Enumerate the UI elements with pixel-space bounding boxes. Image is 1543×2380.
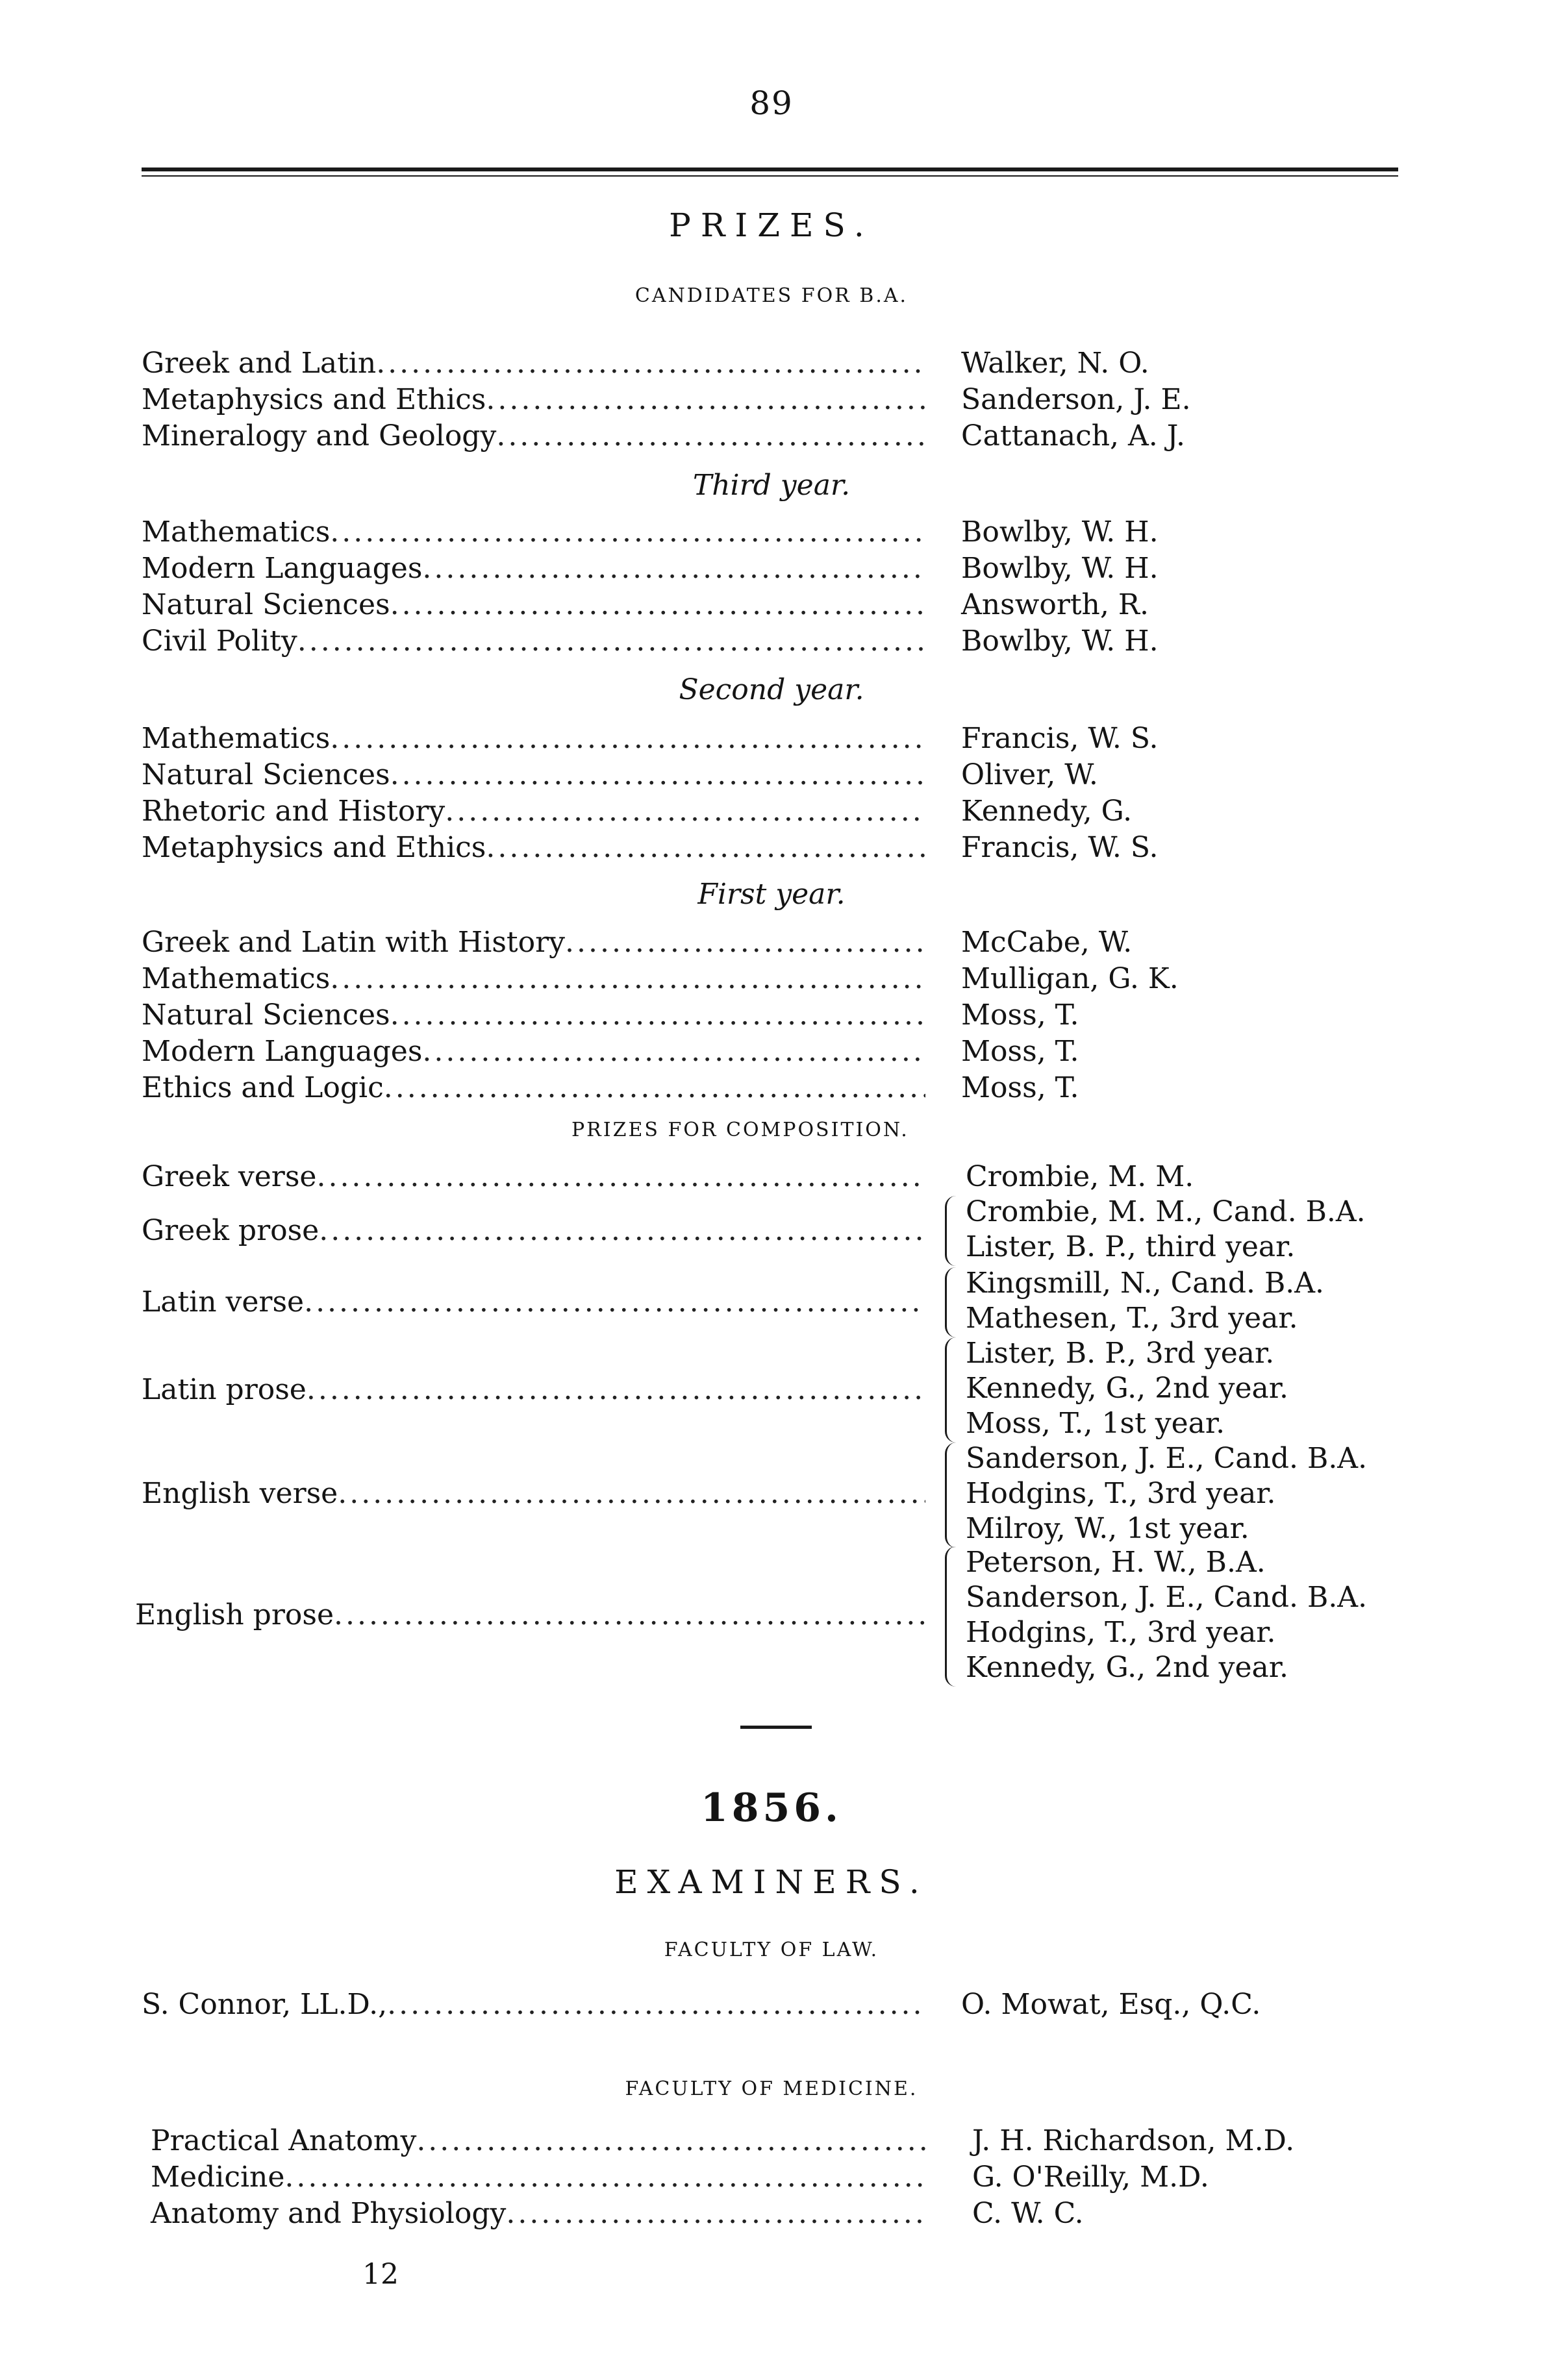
prize-winner: Crombie, M. M. <box>966 1160 1194 1193</box>
third-year-row <box>142 623 925 660</box>
subject-label: Modern Languages <box>142 552 423 585</box>
section-divider <box>740 1726 812 1729</box>
leader-dots <box>376 345 925 382</box>
leader-dots <box>307 1372 925 1408</box>
leader-dots <box>330 721 925 757</box>
leader-dots <box>416 2123 925 2159</box>
subject-label: Greek prose <box>142 1214 320 1247</box>
first-year-row <box>142 1070 925 1106</box>
subject-label: Natural Sciences <box>142 998 390 1032</box>
latin-verse-row <box>142 1284 925 1320</box>
subject-label: Anatomy and Physiology <box>151 2197 507 2230</box>
prize-winner: Bowlby, W. H. <box>961 625 1159 658</box>
greek-prose-row <box>142 1213 925 1249</box>
subject-label: Natural Sciences <box>142 588 390 621</box>
leader-dots <box>486 382 925 418</box>
ba-title: CANDIDATES FOR B.A. <box>634 284 909 307</box>
prize-winner: Cattanach, A. J. <box>961 419 1185 452</box>
leader-dots <box>334 1597 925 1633</box>
prize-winner: Mulligan, G. K. <box>961 962 1179 995</box>
leader-dots <box>319 1213 925 1249</box>
second-year-row <box>142 830 925 866</box>
leader-dots <box>496 418 925 454</box>
subject-label: Modern Languages <box>142 1035 423 1068</box>
third-year-row <box>142 551 925 587</box>
subject-label: Rhetoric and History <box>142 795 445 828</box>
leader-dots <box>330 514 925 551</box>
ba-row <box>142 382 925 418</box>
leader-dots <box>390 587 925 623</box>
leader-dots <box>506 2196 925 2232</box>
examiners-title: EXAMINERS. <box>614 1863 929 1901</box>
brace-bracket <box>945 1267 956 1337</box>
prize-winner: Oliver, W. <box>961 758 1098 791</box>
subject-label: Latin prose <box>142 1373 307 1406</box>
examiner-name: J. H. Richardson, M.D. <box>972 2124 1295 2157</box>
subject-label: English verse <box>142 1477 338 1510</box>
first-year-row <box>142 997 925 1034</box>
subject-label: Ethics and Logic <box>142 1071 384 1104</box>
medicine-row <box>151 2123 925 2159</box>
page-number: 89 <box>749 84 794 122</box>
prize-winner: Lister, B. P., 3rd year. <box>966 1337 1275 1370</box>
signature-mark: 12 <box>362 2258 399 2291</box>
subject-label: Civil Polity <box>142 625 297 658</box>
prize-winner: Kennedy, G. <box>961 795 1133 828</box>
subject-label: Metaphysics and Ethics <box>142 831 486 864</box>
leader-dots <box>390 757 925 793</box>
ba-row <box>142 345 925 382</box>
leader-dots <box>330 961 925 997</box>
leader-dots <box>304 1284 925 1320</box>
subject-label: Practical Anatomy <box>151 2124 417 2157</box>
leader-dots <box>486 830 925 866</box>
composition-title: PRIZES FOR COMPOSITION. <box>571 1119 909 1141</box>
prize-winner: Answorth, R. <box>961 588 1149 621</box>
prize-winner: Crombie, M. M., Cand. B.A. <box>966 1195 1366 1228</box>
greek-verse-row <box>142 1159 925 1195</box>
prize-winner: Hodgins, T., 3rd year. <box>966 1477 1276 1510</box>
prizes-title: PRIZES. <box>669 206 874 244</box>
third-year-row <box>142 587 925 623</box>
leader-dots <box>284 2159 925 2196</box>
latin-prose-row <box>142 1372 925 1408</box>
third-year-row <box>142 514 925 551</box>
prize-winner: Moss, T. <box>961 1071 1079 1104</box>
subject-label: Mathematics <box>142 515 331 549</box>
faculty-law-title: FACULTY OF LAW. <box>664 1939 879 1961</box>
header-rule-thin <box>142 175 1398 177</box>
subject-label: Mathematics <box>142 962 331 995</box>
prize-winner: Moss, T., 1st year. <box>966 1407 1225 1440</box>
leader-dots <box>297 623 925 660</box>
second-year-row <box>142 721 925 757</box>
first-year-row <box>142 1034 925 1070</box>
first-year-row <box>142 924 925 961</box>
header-rule-thick <box>142 167 1398 171</box>
brace-bracket <box>945 1443 956 1548</box>
leader-dots <box>338 1476 925 1512</box>
prize-winner: Bowlby, W. H. <box>961 515 1159 549</box>
medicine-row <box>151 2196 925 2232</box>
prize-winner: Mathesen, T., 3rd year. <box>966 1302 1298 1335</box>
subject-label: Mineralogy and Geology <box>142 419 497 452</box>
leader-dots <box>387 1987 925 2023</box>
subject-label: Greek and Latin with History <box>142 926 565 959</box>
subject-label: Latin verse <box>142 1285 305 1319</box>
subject-label: Metaphysics and Ethics <box>142 383 486 416</box>
prize-winner: McCabe, W. <box>961 926 1133 959</box>
faculty-medicine-title: FACULTY OF MEDICINE. <box>625 2077 918 2100</box>
prize-winner: Francis, W. S. <box>961 831 1159 864</box>
leader-dots <box>422 551 925 587</box>
prize-winner: Francis, W. S. <box>961 722 1159 755</box>
subject-label: Greek and Latin <box>142 347 377 380</box>
prize-winner: Hodgins, T., 3rd year. <box>966 1616 1276 1649</box>
leader-dots <box>384 1070 925 1106</box>
prize-winner: Milroy, W., 1st year. <box>966 1512 1249 1545</box>
prize-winner: Sanderson, J. E., Cand. B.A. <box>966 1442 1368 1475</box>
leader-dots <box>445 793 925 830</box>
prize-winner: Kennedy, G., 2nd year. <box>966 1651 1288 1684</box>
prize-winner: Lister, B. P., third year. <box>966 1230 1296 1263</box>
prize-winner: Sanderson, J. E. <box>961 383 1191 416</box>
prize-winner: Moss, T. <box>961 998 1079 1032</box>
prize-winner: Kennedy, G., 2nd year. <box>966 1372 1288 1405</box>
prize-winner: Kingsmill, N., Cand. B.A. <box>966 1267 1325 1300</box>
law-row <box>142 1987 925 2023</box>
examiner-name: G. O'Reilly, M.D. <box>972 2161 1209 2194</box>
third-year-title: Third year. <box>692 469 851 502</box>
brace-bracket <box>945 1546 956 1687</box>
subject-label: Mathematics <box>142 722 331 755</box>
prize-winner: Moss, T. <box>961 1035 1079 1068</box>
prize-winner: Peterson, H. W., B.A. <box>966 1546 1266 1579</box>
examiner-name: O. Mowat, Esq., Q.C. <box>961 1988 1261 2021</box>
leader-dots <box>422 1034 925 1070</box>
english-prose-row <box>135 1597 925 1633</box>
second-year-row <box>142 757 925 793</box>
first-year-row <box>142 961 925 997</box>
leader-dots <box>565 924 925 961</box>
examiner-name: S. Connor, LL.D., <box>142 1988 388 2021</box>
subject-label: Greek verse <box>142 1160 317 1193</box>
prize-winner: Walker, N. O. <box>961 347 1149 380</box>
subject-label: Medicine <box>151 2161 285 2194</box>
medicine-row <box>151 2159 925 2196</box>
leader-dots <box>316 1159 925 1195</box>
english-verse-row <box>142 1476 925 1512</box>
leader-dots <box>390 997 925 1034</box>
subject-label: English prose <box>135 1598 334 1631</box>
subject-label: Natural Sciences <box>142 758 390 791</box>
prize-winner: Sanderson, J. E., Cand. B.A. <box>966 1581 1368 1614</box>
second-year-row <box>142 793 925 830</box>
first-year-title: First year. <box>697 878 846 911</box>
brace-bracket <box>945 1337 956 1443</box>
year-heading: 1856. <box>701 1785 842 1831</box>
examiner-name: C. W. C. <box>972 2197 1084 2230</box>
prize-winner: Bowlby, W. H. <box>961 552 1159 585</box>
ba-row <box>142 418 925 454</box>
brace-bracket <box>945 1196 956 1266</box>
second-year-title: Second year. <box>679 673 864 706</box>
